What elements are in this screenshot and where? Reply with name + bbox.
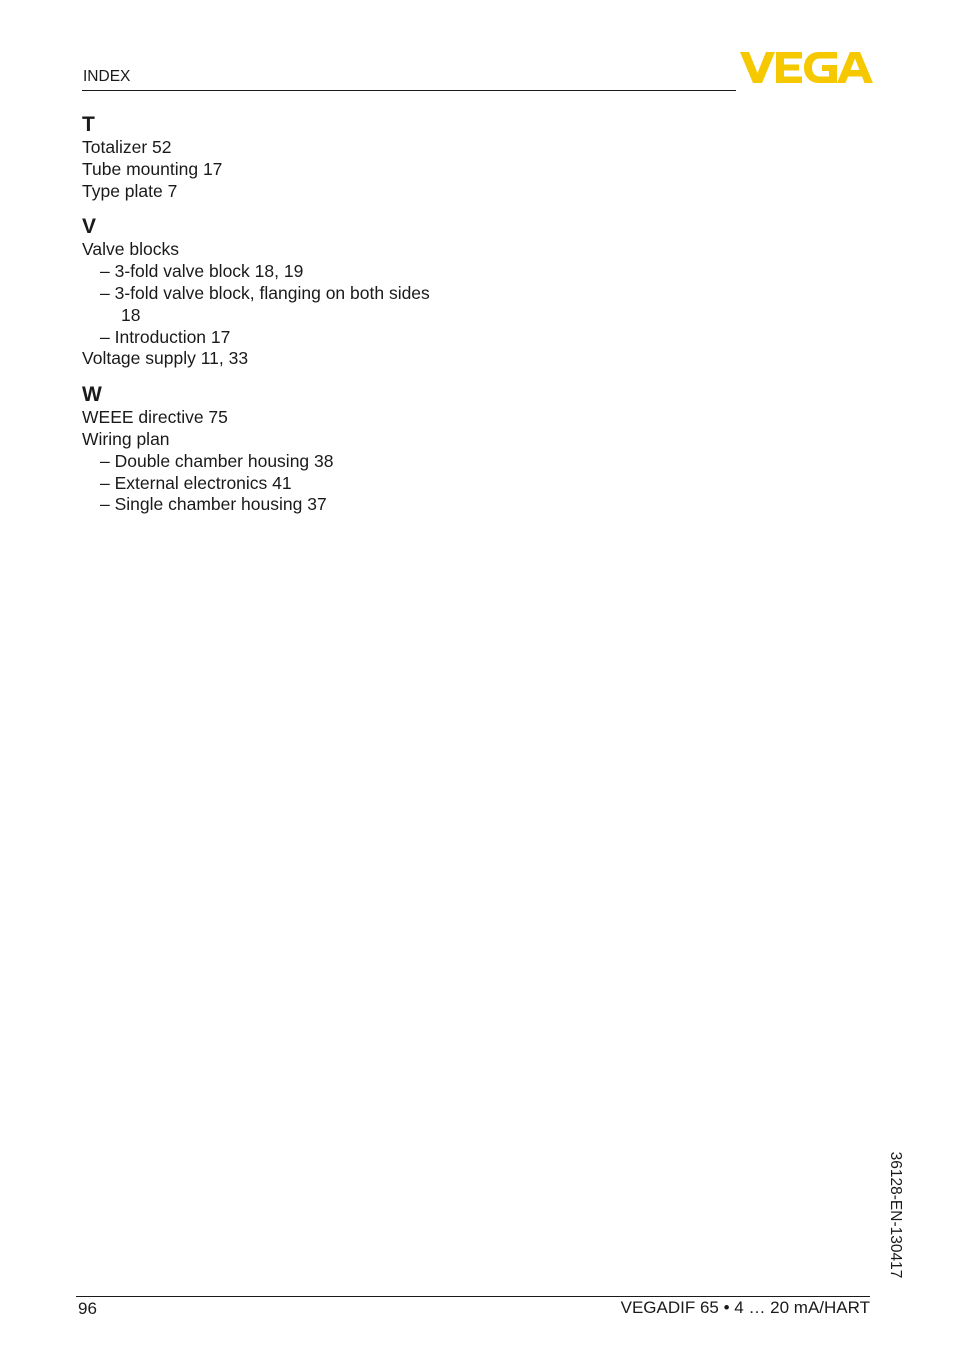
index-section-v (82, 215, 582, 370)
index-subentry: – 3-fold valve block, flanging on both sides (100, 282, 430, 303)
page-number: 96 (78, 1299, 97, 1318)
index-entry: Voltage supply 11, 33 (82, 348, 249, 369)
index-entry: Type plate 7 (82, 180, 178, 201)
header-divider (82, 90, 736, 91)
index-subentry: – Single chamber housing 37 (100, 494, 327, 515)
index-list (82, 113, 582, 529)
index-letter-heading: V (82, 215, 97, 239)
index-subentry: – 3-fold valve block 18, 19 (100, 261, 304, 282)
index-letter-heading: W (82, 383, 102, 407)
index-subentry: – External electronics 41 (100, 472, 292, 493)
index-subentry: 18 (121, 304, 141, 325)
index-entry: Wiring plan (82, 428, 170, 449)
vega-logo (740, 52, 873, 84)
index-letter-heading: T (82, 113, 95, 136)
index-section-w (82, 383, 582, 516)
index-subentry: – Introduction 17 (100, 326, 231, 347)
footer-divider (76, 1296, 870, 1297)
index-entry: Tube mounting 17 (82, 158, 223, 179)
index-entry: Valve blocks (82, 239, 179, 260)
index-section-t (82, 113, 582, 202)
document-id: 36128-EN-130417 (887, 1151, 904, 1279)
index-subentry: – Double chamber housing 38 (100, 450, 334, 471)
vega-logo-letters (740, 52, 873, 83)
running-header: INDEX (83, 68, 131, 85)
index-entry: WEEE directive 75 (82, 407, 228, 428)
index-entry: Totalizer 52 (82, 137, 172, 157)
footer-product-title: VEGADIF 65 • 4 … 20 mA/HART (620, 1298, 870, 1317)
